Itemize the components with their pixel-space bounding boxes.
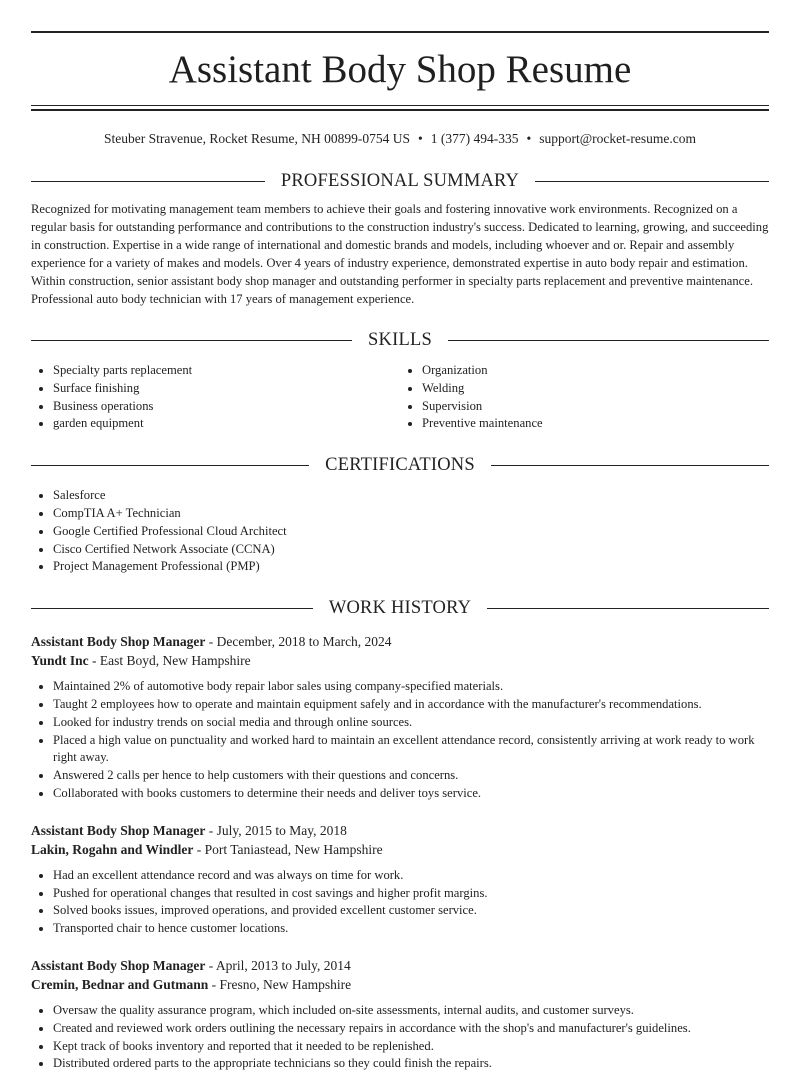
resume-page bbox=[31, 0, 769, 1073]
contact-address: Steuber Stravenue, Rocket Resume, NH 00899-0754 US bbox=[104, 131, 410, 146]
skill-item: • Specialty parts replacement bbox=[53, 362, 400, 380]
job-bullet: • Placed a high value on punctuality and worked hard to maintain an excellent attendance record, consistently arriving at work ready to work right away. bbox=[53, 732, 769, 768]
certification-item: • CompTIA A+ Technician bbox=[53, 505, 769, 523]
heading-rule-left bbox=[31, 181, 265, 182]
skill-item: • garden equipment bbox=[53, 415, 400, 433]
job-bullets bbox=[31, 867, 769, 938]
section-label: PROFESSIONAL SUMMARY bbox=[280, 170, 520, 191]
skill-item: • Supervision bbox=[422, 398, 769, 416]
job-company: Yundt Inc bbox=[31, 653, 89, 669]
job-location: - Port Taniastead, New Hampshire bbox=[193, 841, 383, 857]
certifications-list bbox=[31, 487, 769, 576]
skill-item: • Preventive maintenance bbox=[422, 415, 769, 433]
contact-phone: 1 (377) 494-335 bbox=[430, 131, 519, 146]
heading-rule-right bbox=[491, 465, 769, 466]
heading-rule-right bbox=[487, 608, 769, 609]
skill-item: • Surface finishing bbox=[53, 380, 400, 398]
section-label: SKILLS bbox=[368, 329, 432, 350]
job-entry bbox=[31, 956, 769, 1073]
job-company-line bbox=[31, 975, 769, 994]
certification-item: • Salesforce bbox=[53, 487, 769, 505]
heading-rule-left bbox=[31, 608, 313, 609]
job-bullets bbox=[31, 1002, 769, 1073]
job-bullet: • Taught 2 employees how to operate and maintain equipment safely and in accordance with the manufacturer's recommendations. bbox=[53, 696, 769, 714]
heading-rule-right bbox=[535, 181, 769, 182]
job-bullet: • Solved books issues, improved operations, and provided excellent customer service. bbox=[53, 902, 769, 920]
skill-item: • Organization bbox=[422, 362, 769, 380]
section-heading-work-history bbox=[31, 597, 769, 619]
job-bullet: • Collaborated with books customers to determine their needs and deliver toys service. bbox=[53, 785, 769, 803]
job-location: - East Boyd, New Hampshire bbox=[88, 653, 251, 669]
skills-columns bbox=[31, 362, 769, 433]
section-heading-skills bbox=[31, 329, 769, 351]
resume-title: Assistant Body Shop Resume bbox=[168, 48, 632, 91]
job-company-line bbox=[31, 840, 769, 859]
section-label: CERTIFICATIONS bbox=[325, 454, 475, 475]
job-company-line bbox=[31, 651, 769, 670]
job-bullet: • Kept track of books inventory and reported that it needed to be replenished. bbox=[53, 1038, 769, 1056]
certification-item: • Cisco Certified Network Associate (CCNA) bbox=[53, 541, 769, 559]
top-rule bbox=[31, 31, 769, 33]
contact-separator: • bbox=[417, 131, 423, 146]
job-bullet: • Oversaw the quality assurance program, which included on-site assessments, internal audits, and customer surveys. bbox=[53, 1002, 769, 1020]
skill-item: • Business operations bbox=[53, 398, 400, 416]
job-dates: - December, 2018 to March, 2024 bbox=[205, 634, 392, 650]
section-heading-certifications bbox=[31, 454, 769, 476]
skills-list-right bbox=[400, 362, 769, 433]
contact-separator: • bbox=[526, 131, 532, 146]
section-label: WORK HISTORY bbox=[328, 597, 472, 618]
job-title: Assistant Body Shop Manager bbox=[31, 957, 206, 973]
title-double-rule bbox=[31, 105, 769, 111]
job-company: Cremin, Bednar and Gutmann bbox=[31, 976, 209, 992]
job-bullet: • Maintained 2% of automotive body repair labor sales using company-specified materials. bbox=[53, 678, 769, 696]
skill-item: • Welding bbox=[422, 380, 769, 398]
skills-list-left bbox=[31, 362, 400, 433]
section-heading-summary bbox=[31, 170, 769, 192]
job-dates: - April, 2013 to July, 2014 bbox=[205, 957, 351, 973]
heading-rule-left bbox=[31, 465, 309, 466]
job-title: Assistant Body Shop Manager bbox=[31, 634, 206, 650]
job-bullet: • Distributed ordered parts to the appropriate technicians so they could finish the repairs. bbox=[53, 1055, 769, 1073]
job-title-line bbox=[31, 956, 769, 975]
job-title-line bbox=[31, 632, 769, 651]
job-bullet: • Looked for industry trends on social media and through online sources. bbox=[53, 714, 769, 732]
heading-rule-right bbox=[448, 340, 769, 341]
job-company: Lakin, Rogahn and Windler bbox=[31, 841, 194, 857]
job-title-line bbox=[31, 821, 769, 840]
job-entry bbox=[31, 821, 769, 938]
job-dates: - July, 2015 to May, 2018 bbox=[205, 822, 347, 838]
job-bullet: • Created and reviewed work orders outlining the necessary repairs in accordance with the shop's and manufacturer's guidelines. bbox=[53, 1020, 769, 1038]
contact-email: support@rocket-resume.com bbox=[539, 131, 696, 146]
job-bullet: • Transported chair to hence customer locations. bbox=[53, 920, 769, 938]
certification-item: • Project Management Professional (PMP) bbox=[53, 558, 769, 576]
job-bullet: • Pushed for operational changes that resulted in cost savings and higher profit margins. bbox=[53, 885, 769, 903]
heading-rule-left bbox=[31, 340, 352, 341]
job-title: Assistant Body Shop Manager bbox=[31, 822, 206, 838]
contact-line bbox=[31, 129, 769, 149]
job-location: - Fresno, New Hampshire bbox=[208, 976, 352, 992]
job-bullet: • Had an excellent attendance record and was always on time for work. bbox=[53, 867, 769, 885]
certification-item: • Google Certified Professional Cloud Architect bbox=[53, 523, 769, 541]
job-entry bbox=[31, 632, 769, 803]
job-bullets bbox=[31, 678, 769, 803]
summary-text: Recognized for motivating management team members to achieve their goals and fostering innovative work environments. Recognized on a regular basis for outstanding performance and contributions to the construction industry's success. Dedicated to learning, growing, and succeeding in construction. Expertise in a wide range of international and domestic brands and models, including whoever and or. Repair and assembly experience for a variety of makes and models. Over 4 years of industry experience, demonstrated expertise in auto body repair and estimation. Within construction, senior assistant body shop manager and outstanding performer in specialty parts replacement and preventive maintenance. Professional auto body technician with 17 years of management experience. bbox=[31, 202, 769, 306]
job-bullet: • Answered 2 calls per hence to help customers with their questions and concerns. bbox=[53, 767, 769, 785]
